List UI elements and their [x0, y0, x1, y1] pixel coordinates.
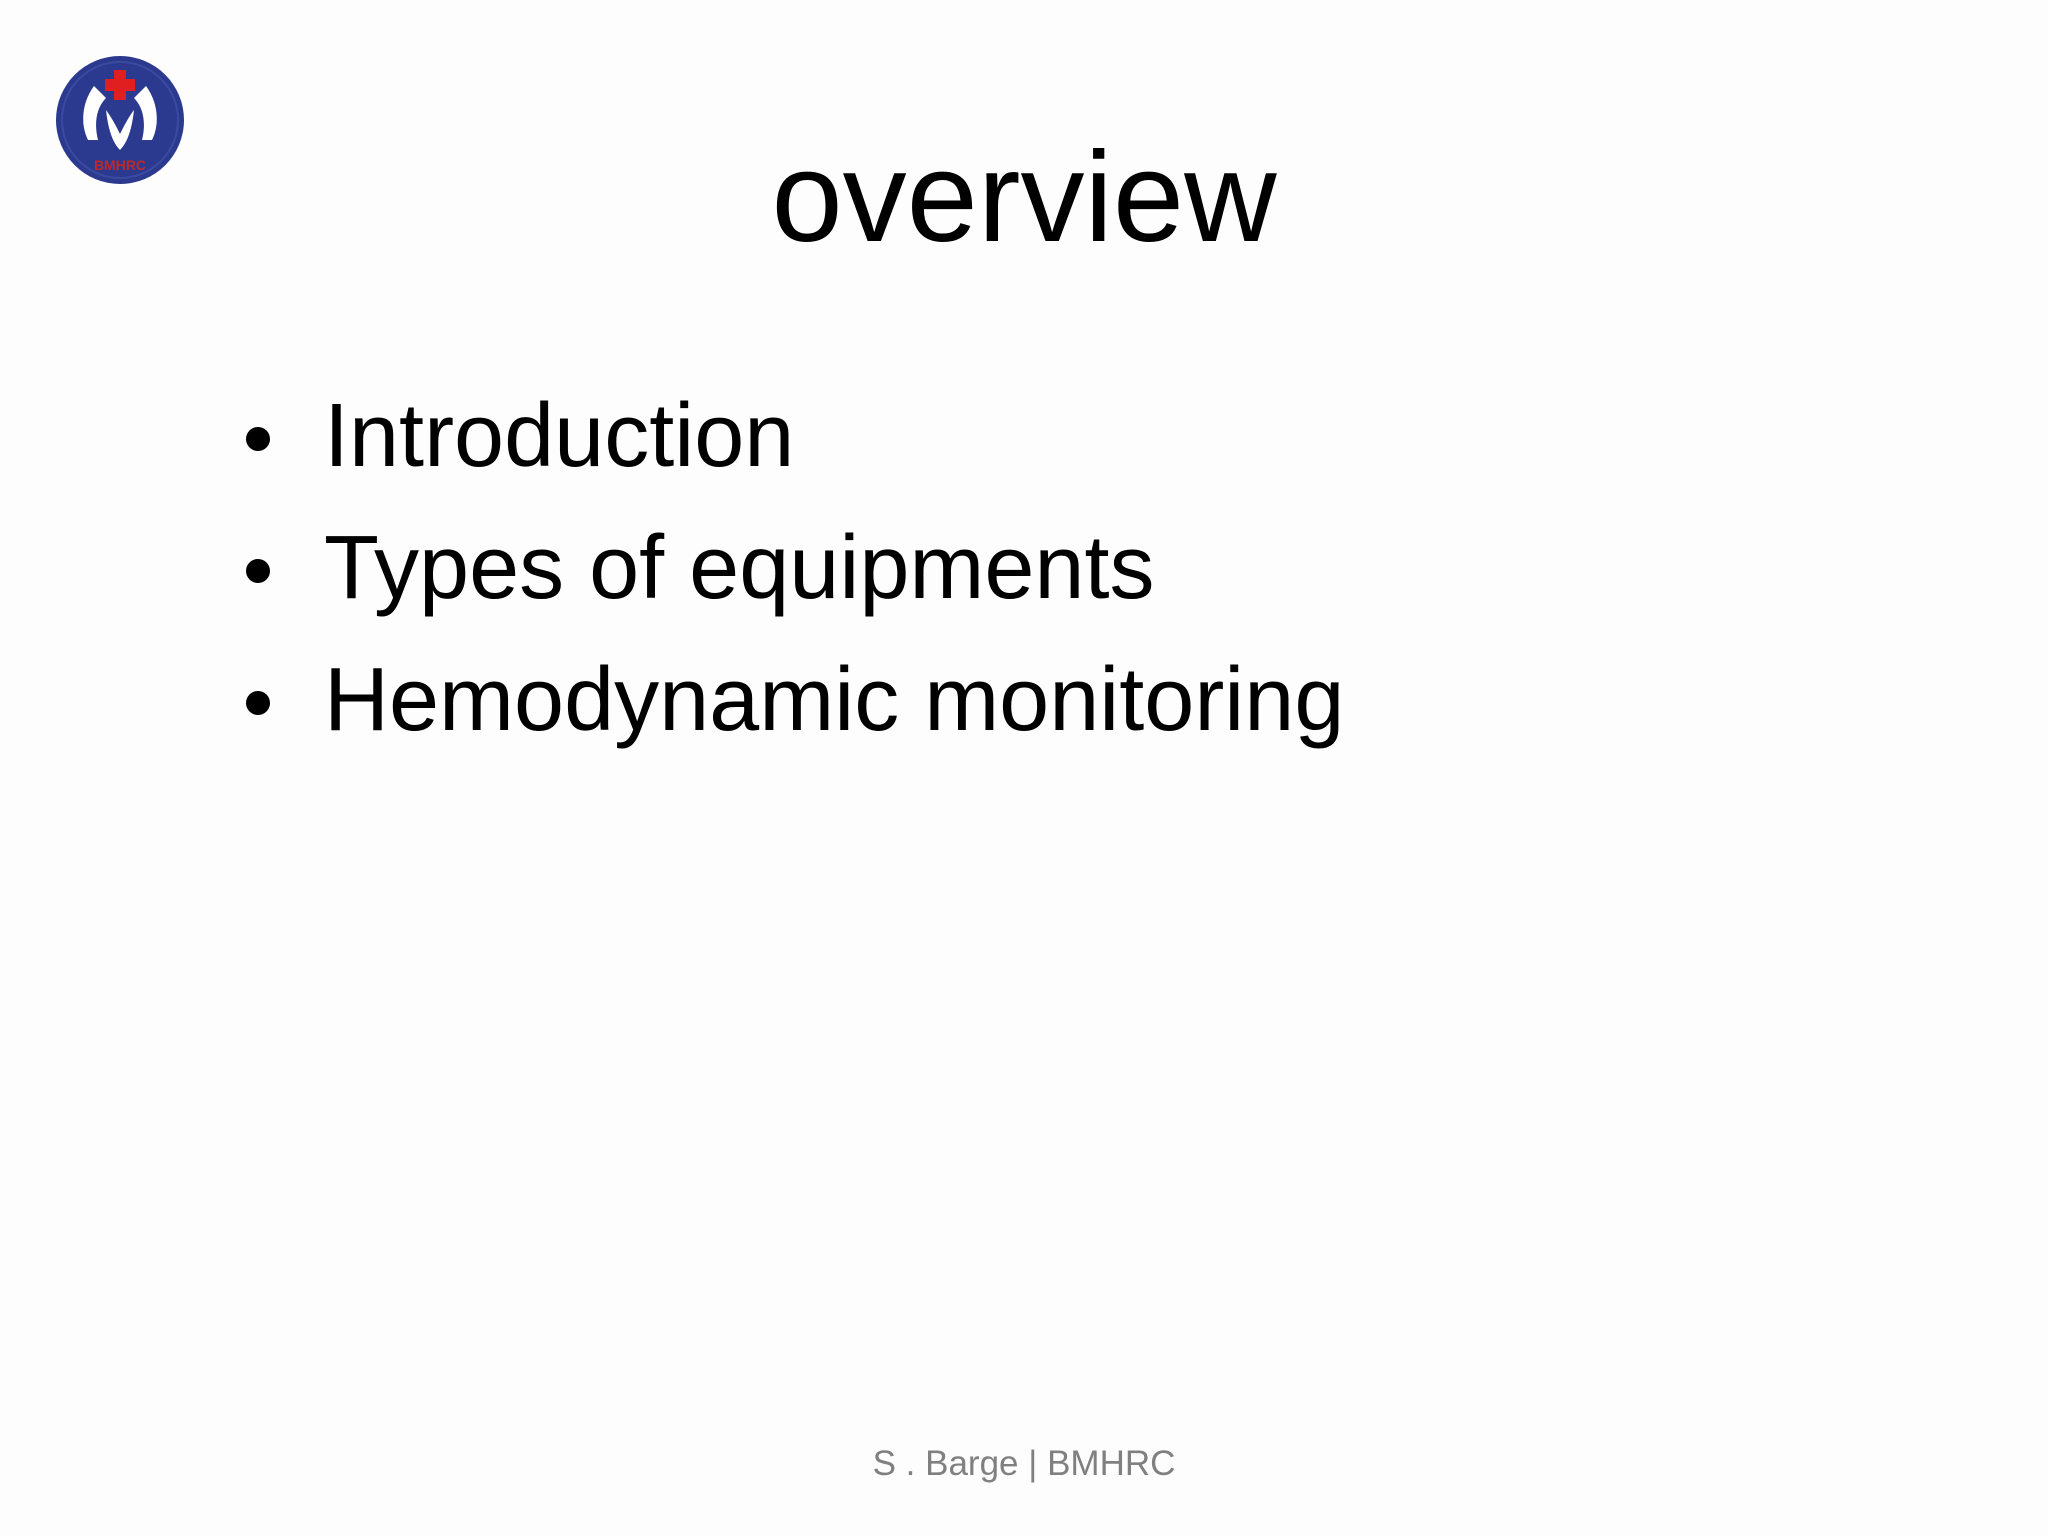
bullet-icon: [246, 559, 270, 583]
slide-footer: S . Barge | BMHRC: [872, 1444, 1176, 1483]
list-item: [238, 502, 1344, 634]
bullet-icon: [246, 691, 270, 715]
list-item: [238, 634, 1344, 766]
bullet-text: Introduction: [324, 385, 795, 486]
bullet-list: [238, 370, 1344, 766]
list-item: [238, 370, 1344, 502]
bullet-text: Types of equipments: [324, 517, 1155, 618]
svg-text:BMHRC: BMHRC: [93, 157, 147, 173]
bullet-icon: [246, 427, 270, 451]
bullet-text: Hemodynamic monitoring: [324, 649, 1345, 750]
slide-title: overview: [771, 126, 1277, 269]
